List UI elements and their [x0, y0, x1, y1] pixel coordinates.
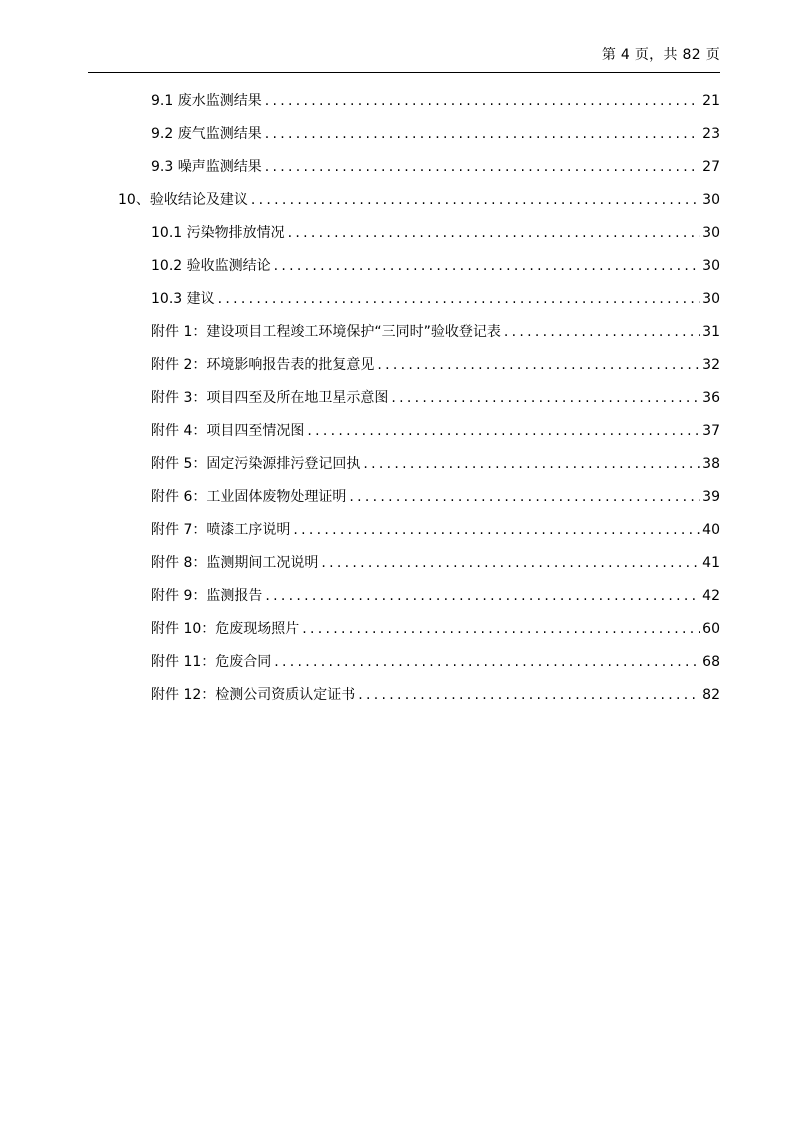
toc-entry[interactable]	[0, 84, 794, 117]
toc-entry-page: 40	[702, 521, 720, 538]
toc-entry-title: 10.1 污染物排放情况	[151, 223, 288, 243]
toc-dot-leader	[265, 124, 700, 144]
toc-entry-page: 38	[702, 455, 720, 472]
toc-entry-page: 21	[702, 92, 720, 109]
page-number-header: 第 4 页，共 82 页	[601, 47, 720, 63]
toc-entry[interactable]	[0, 612, 794, 645]
toc-entry[interactable]	[0, 645, 794, 678]
toc-dot-leader	[363, 454, 700, 474]
toc-dot-leader	[288, 223, 700, 243]
toc-entry-page: 30	[702, 191, 720, 208]
toc-entry-page: 30	[702, 224, 720, 241]
toc-entry-page: 30	[702, 290, 720, 307]
toc-entry-page: 60	[702, 620, 720, 637]
toc-entry-page: 42	[702, 587, 720, 604]
toc-entry-title: 附件 5：固定污染源排污登记回执	[151, 454, 363, 474]
toc-entry-title: 9.1 废水监测结果	[151, 91, 265, 111]
toc-entry-page: 82	[702, 686, 720, 703]
toc-dot-leader	[358, 685, 700, 705]
toc-entry-page: 37	[702, 422, 720, 439]
toc-entry[interactable]	[0, 480, 794, 513]
toc-dot-leader	[265, 157, 700, 177]
toc-dot-leader	[321, 553, 700, 573]
toc-dot-leader	[265, 91, 700, 111]
toc-dot-leader	[274, 652, 700, 672]
toc-entry-page: 27	[702, 158, 720, 175]
toc-entry[interactable]	[0, 414, 794, 447]
toc-entry-title: 10.2 验收监测结论	[151, 256, 274, 276]
toc-entry[interactable]	[0, 249, 794, 282]
toc-entry-title: 附件 1：建设项目工程竣工环境保护“三同时”验收登记表	[151, 322, 504, 342]
toc-dot-leader	[293, 520, 700, 540]
header-divider	[88, 72, 720, 73]
toc-entry[interactable]	[0, 282, 794, 315]
toc-entry-title: 附件 11：危废合同	[151, 652, 274, 672]
toc-dot-leader	[307, 421, 700, 441]
toc-entry-title: 附件 9：监测报告	[151, 586, 265, 606]
toc-dot-leader	[274, 256, 700, 276]
toc-entry[interactable]	[0, 579, 794, 612]
toc-dot-leader	[391, 388, 700, 408]
toc-entry[interactable]	[0, 315, 794, 348]
toc-entry-title: 9.2 废气监测结果	[151, 124, 265, 144]
toc-dot-leader	[251, 190, 700, 210]
toc-entry-title: 10.3 建议	[151, 289, 218, 309]
toc-entry-page: 41	[702, 554, 720, 571]
toc-dot-leader	[377, 355, 700, 375]
toc-entry-page: 23	[702, 125, 720, 142]
toc-entry[interactable]	[0, 381, 794, 414]
toc-entry-title: 附件 6：工业固体废物处理证明	[151, 487, 349, 507]
toc-dot-leader	[265, 586, 700, 606]
toc-entry-title: 附件 2：环境影响报告表的批复意见	[151, 355, 377, 375]
toc-entry-page: 36	[702, 389, 720, 406]
toc-entry-title: 附件 4：项目四至情况图	[151, 421, 307, 441]
toc-entry-title: 10、验收结论及建议	[118, 190, 251, 210]
toc-dot-leader	[302, 619, 700, 639]
toc-entry-title: 附件 3：项目四至及所在地卫星示意图	[151, 388, 391, 408]
toc-entry[interactable]	[0, 447, 794, 480]
toc-entry-page: 30	[702, 257, 720, 274]
toc-dot-leader	[504, 322, 700, 342]
toc-entry-title: 附件 8：监测期间工况说明	[151, 553, 321, 573]
toc-entry[interactable]	[0, 183, 794, 216]
toc-entry[interactable]	[0, 546, 794, 579]
toc-entry-title: 附件 7：喷漆工序说明	[151, 520, 293, 540]
toc-entry-title: 9.3 噪声监测结果	[151, 157, 265, 177]
toc-entry[interactable]	[0, 150, 794, 183]
toc-entry-page: 68	[702, 653, 720, 670]
toc-dot-leader	[349, 487, 700, 507]
toc-entry-page: 39	[702, 488, 720, 505]
toc-dot-leader	[218, 289, 700, 309]
toc-entry[interactable]	[0, 513, 794, 546]
toc-entry[interactable]	[0, 117, 794, 150]
table-of-contents	[0, 84, 794, 711]
toc-entry[interactable]	[0, 678, 794, 711]
toc-entry-title: 附件 12：检测公司资质认定证书	[151, 685, 358, 705]
toc-entry[interactable]	[0, 216, 794, 249]
toc-entry-page: 32	[702, 356, 720, 373]
toc-entry-page: 31	[702, 323, 720, 340]
toc-entry-title: 附件 10：危废现场照片	[151, 619, 302, 639]
toc-entry[interactable]	[0, 348, 794, 381]
